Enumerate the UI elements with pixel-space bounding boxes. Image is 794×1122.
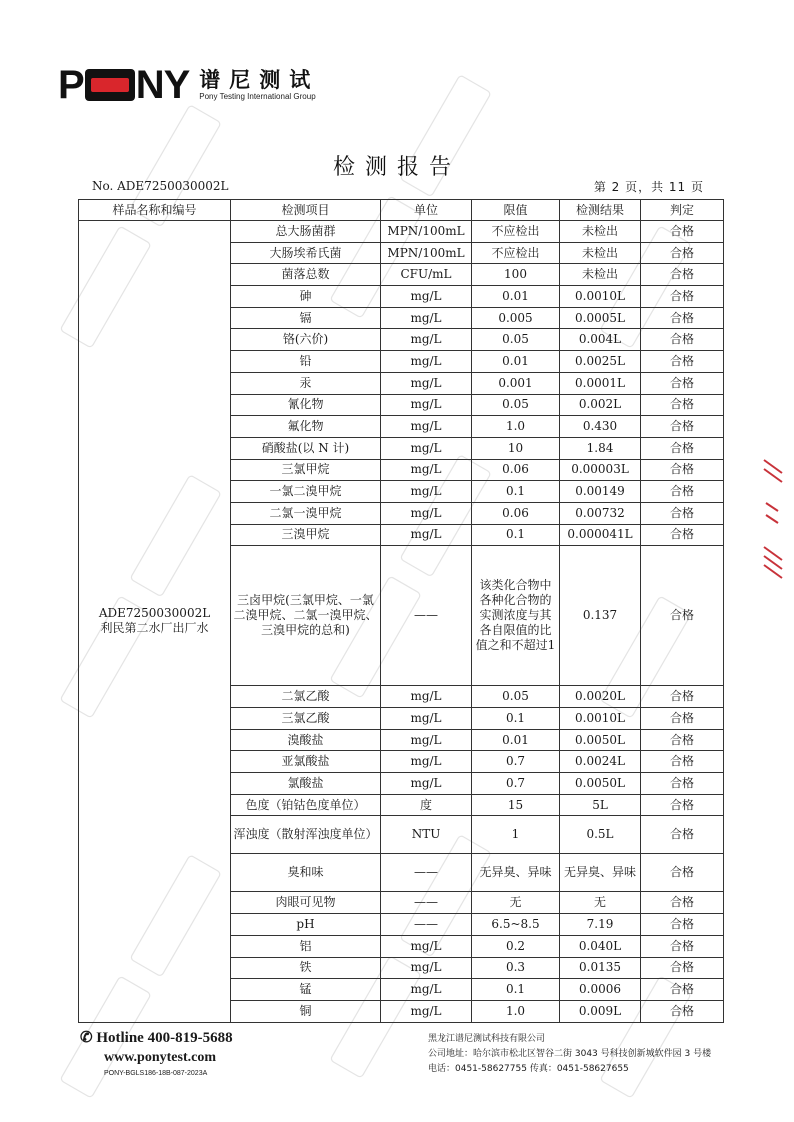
test-item-cell: 铁: [231, 957, 381, 979]
result-cell: 0.00149: [560, 481, 641, 503]
verdict-cell: 合格: [641, 351, 724, 373]
report-title: 检测报告: [332, 155, 461, 180]
test-item-cell: 臭和味: [231, 854, 381, 892]
test-item-cell: 三溴甲烷: [231, 524, 381, 546]
test-item-cell: 浑浊度（散射浑浊度单位）: [231, 816, 381, 854]
test-item-cell: 锰: [231, 979, 381, 1001]
unit-cell: NTU: [381, 816, 472, 854]
verdict-cell: 合格: [641, 524, 724, 546]
unit-cell: mg/L: [381, 1000, 472, 1022]
unit-cell: mg/L: [381, 686, 472, 708]
unit-cell: CFU/mL: [381, 264, 472, 286]
result-cell: 0.430: [560, 416, 641, 438]
verdict-cell: 合格: [641, 686, 724, 708]
result-cell: 7.19: [560, 914, 641, 936]
column-header: 限值: [472, 200, 560, 221]
company-phone: 电话：0451-58627755 传真：0451-58627655: [428, 1064, 629, 1074]
verdict-cell: 合格: [641, 372, 724, 394]
unit-cell: ——: [381, 546, 472, 686]
test-item-cell: 菌落总数: [231, 264, 381, 286]
result-cell: 未检出: [560, 264, 641, 286]
result-cell: 0.009L: [560, 1000, 641, 1022]
test-item-cell: 二氯乙酸: [231, 686, 381, 708]
unit-cell: 度: [381, 794, 472, 816]
limit-cell: 1.0: [472, 416, 560, 438]
unit-cell: mg/L: [381, 773, 472, 795]
result-cell: 0.0006: [560, 979, 641, 1001]
page-indicator: 第 2 页，共 11 页: [593, 180, 704, 194]
limit-cell: 6.5~8.5: [472, 914, 560, 936]
limit-cell: 0.05: [472, 394, 560, 416]
limit-cell: 该类化合物中各种化合物的实测浓度与其各自限值的比值之和不超过1: [472, 546, 560, 686]
result-cell: 0.0010L: [560, 286, 641, 308]
logo-letters-ny: NY: [135, 63, 190, 107]
result-cell: 0.0050L: [560, 773, 641, 795]
verdict-cell: 合格: [641, 957, 724, 979]
results-table: [78, 199, 724, 1023]
limit-cell: 0.1: [472, 524, 560, 546]
limit-cell: 0.05: [472, 686, 560, 708]
unit-cell: mg/L: [381, 502, 472, 524]
column-header: 检测结果: [560, 200, 641, 221]
unit-cell: mg/L: [381, 459, 472, 481]
unit-cell: MPN/100mL: [381, 242, 472, 264]
verdict-cell: 合格: [641, 394, 724, 416]
test-item-cell: 二氯一溴甲烷: [231, 502, 381, 524]
result-cell: 0.0010L: [560, 708, 641, 730]
result-cell: 无异臭、异味: [560, 854, 641, 892]
result-cell: 未检出: [560, 242, 641, 264]
unit-cell: mg/L: [381, 372, 472, 394]
verdict-cell: 合格: [641, 329, 724, 351]
test-item-cell: 一氯二溴甲烷: [231, 481, 381, 503]
result-cell: 未检出: [560, 221, 641, 243]
logo-english-name: Pony Testing International Group: [199, 92, 316, 101]
limit-cell: 0.1: [472, 481, 560, 503]
test-item-cell: 总大肠菌群: [231, 221, 381, 243]
company-logo: [58, 63, 320, 107]
limit-cell: 0.3: [472, 957, 560, 979]
limit-cell: 10: [472, 437, 560, 459]
logo-letter-p: P: [58, 63, 84, 107]
unit-cell: mg/L: [381, 307, 472, 329]
limit-cell: 0.7: [472, 751, 560, 773]
verdict-cell: 合格: [641, 416, 724, 438]
test-item-cell: 硝酸盐(以 N 计): [231, 437, 381, 459]
test-item-cell: 溴酸盐: [231, 729, 381, 751]
limit-cell: 0.06: [472, 502, 560, 524]
test-item-cell: 铅: [231, 351, 381, 373]
logo-wordmark: [58, 63, 190, 107]
limit-cell: 0.1: [472, 708, 560, 730]
report-number: No. ADE7250030002L: [92, 179, 229, 193]
test-item-cell: 大肠埃希氏菌: [231, 242, 381, 264]
verdict-cell: 合格: [641, 729, 724, 751]
limit-cell: 无: [472, 892, 560, 914]
test-item-cell: 氰化物: [231, 394, 381, 416]
result-cell: 0.040L: [560, 935, 641, 957]
verdict-cell: 合格: [641, 751, 724, 773]
hotline-text: Hotline 400-819-5688: [96, 1030, 233, 1046]
footer-company-info: [428, 1032, 711, 1077]
unit-cell: mg/L: [381, 751, 472, 773]
unit-cell: mg/L: [381, 481, 472, 503]
limit-cell: 不应检出: [472, 221, 560, 243]
logo-text: [199, 69, 319, 101]
limit-cell: 不应检出: [472, 242, 560, 264]
result-cell: 0.137: [560, 546, 641, 686]
result-cell: 0.0025L: [560, 351, 641, 373]
unit-cell: mg/L: [381, 935, 472, 957]
limit-cell: 0.06: [472, 459, 560, 481]
verdict-cell: 合格: [641, 286, 724, 308]
hotline: [80, 1028, 233, 1047]
test-item-cell: 砷: [231, 286, 381, 308]
verdict-cell: 合格: [641, 854, 724, 892]
unit-cell: mg/L: [381, 286, 472, 308]
test-item-cell: 三氯甲烷: [231, 459, 381, 481]
column-header: 单位: [381, 200, 472, 221]
result-cell: 0.0024L: [560, 751, 641, 773]
limit-cell: 无异臭、异味: [472, 854, 560, 892]
limit-cell: 0.2: [472, 935, 560, 957]
test-item-cell: 镉: [231, 307, 381, 329]
test-item-cell: 三卤甲烷(三氯甲烷、一氯二溴甲烷、二氯一溴甲烷、三溴甲烷的总和): [231, 546, 381, 686]
unit-cell: mg/L: [381, 329, 472, 351]
result-cell: 无: [560, 892, 641, 914]
table-row: [79, 221, 724, 243]
verdict-cell: 合格: [641, 546, 724, 686]
unit-cell: mg/L: [381, 416, 472, 438]
test-item-cell: 三氯乙酸: [231, 708, 381, 730]
unit-cell: mg/L: [381, 437, 472, 459]
result-cell: 0.000041L: [560, 524, 641, 546]
column-header: 判定: [641, 200, 724, 221]
unit-cell: mg/L: [381, 979, 472, 1001]
table-header-row: [79, 200, 724, 221]
test-item-cell: 汞: [231, 372, 381, 394]
verdict-cell: 合格: [641, 481, 724, 503]
test-item-cell: 肉眼可见物: [231, 892, 381, 914]
verdict-cell: 合格: [641, 935, 724, 957]
sample-id: ADE7250030002L: [98, 606, 211, 621]
limit-cell: 0.1: [472, 979, 560, 1001]
verdict-cell: 合格: [641, 242, 724, 264]
verdict-cell: 合格: [641, 892, 724, 914]
unit-cell: ——: [381, 854, 472, 892]
limit-cell: 0.01: [472, 351, 560, 373]
limit-cell: 0.01: [472, 729, 560, 751]
verdict-cell: 合格: [641, 264, 724, 286]
logo-chinese-name: 谱尼测试: [199, 68, 320, 92]
verdict-cell: 合格: [641, 816, 724, 854]
limit-cell: 1: [472, 816, 560, 854]
result-cell: 0.0135: [560, 957, 641, 979]
verdict-cell: 合格: [641, 708, 724, 730]
test-item-cell: pH: [231, 914, 381, 936]
phone-circle-icon: ✆: [80, 1030, 93, 1046]
result-cell: 0.0005L: [560, 307, 641, 329]
unit-cell: mg/L: [381, 351, 472, 373]
verdict-cell: 合格: [641, 914, 724, 936]
verdict-cell: 合格: [641, 437, 724, 459]
column-header: 检测项目: [231, 200, 381, 221]
test-item-cell: 铬(六价): [231, 329, 381, 351]
logo-o-icon: [85, 69, 135, 101]
result-cell: 0.002L: [560, 394, 641, 416]
limit-cell: 0.001: [472, 372, 560, 394]
sample-cell: [79, 221, 231, 1023]
result-cell: 0.00732: [560, 502, 641, 524]
unit-cell: mg/L: [381, 729, 472, 751]
verdict-cell: 合格: [641, 221, 724, 243]
unit-cell: mg/L: [381, 394, 472, 416]
result-cell: 1.84: [560, 437, 641, 459]
company-name: 黑龙江谱尼测试科技有限公司: [428, 1034, 546, 1044]
verdict-cell: 合格: [641, 794, 724, 816]
limit-cell: 15: [472, 794, 560, 816]
unit-cell: mg/L: [381, 957, 472, 979]
website: www.ponytest.com: [104, 1050, 216, 1065]
verdict-cell: 合格: [641, 502, 724, 524]
test-item-cell: 氟化物: [231, 416, 381, 438]
limit-cell: 0.005: [472, 307, 560, 329]
column-header: 样品名称和编号: [79, 200, 231, 221]
result-cell: 0.5L: [560, 816, 641, 854]
test-item-cell: 氯酸盐: [231, 773, 381, 795]
result-cell: 0.00003L: [560, 459, 641, 481]
unit-cell: mg/L: [381, 708, 472, 730]
unit-cell: ——: [381, 914, 472, 936]
limit-cell: 0.7: [472, 773, 560, 795]
unit-cell: MPN/100mL: [381, 221, 472, 243]
test-item-cell: 色度（铂钴色度单位）: [231, 794, 381, 816]
document-code: PONY-BGLS186-18B-087-2023A: [104, 1070, 208, 1077]
unit-cell: mg/L: [381, 524, 472, 546]
limit-cell: 1.0: [472, 1000, 560, 1022]
test-item-cell: 亚氯酸盐: [231, 751, 381, 773]
verdict-cell: 合格: [641, 979, 724, 1001]
sample-name: 利民第二水厂出厂水: [100, 621, 209, 636]
verdict-cell: 合格: [641, 307, 724, 329]
test-item-cell: 铜: [231, 1000, 381, 1022]
result-cell: 0.0001L: [560, 372, 641, 394]
result-cell: 0.0020L: [560, 686, 641, 708]
verdict-cell: 合格: [641, 459, 724, 481]
result-cell: 0.004L: [560, 329, 641, 351]
verdict-cell: 合格: [641, 1000, 724, 1022]
verdict-cell: 合格: [641, 773, 724, 795]
red-seal-stamp: [760, 455, 786, 585]
unit-cell: ——: [381, 892, 472, 914]
limit-cell: 0.01: [472, 286, 560, 308]
test-item-cell: 铝: [231, 935, 381, 957]
limit-cell: 100: [472, 264, 560, 286]
company-address: 公司地址：哈尔滨市松北区智谷二街 3043 号科技创新城软件园 3 号楼: [428, 1049, 712, 1059]
limit-cell: 0.05: [472, 329, 560, 351]
footer-contact: [80, 1028, 233, 1077]
result-cell: 5L: [560, 794, 641, 816]
result-cell: 0.0050L: [560, 729, 641, 751]
